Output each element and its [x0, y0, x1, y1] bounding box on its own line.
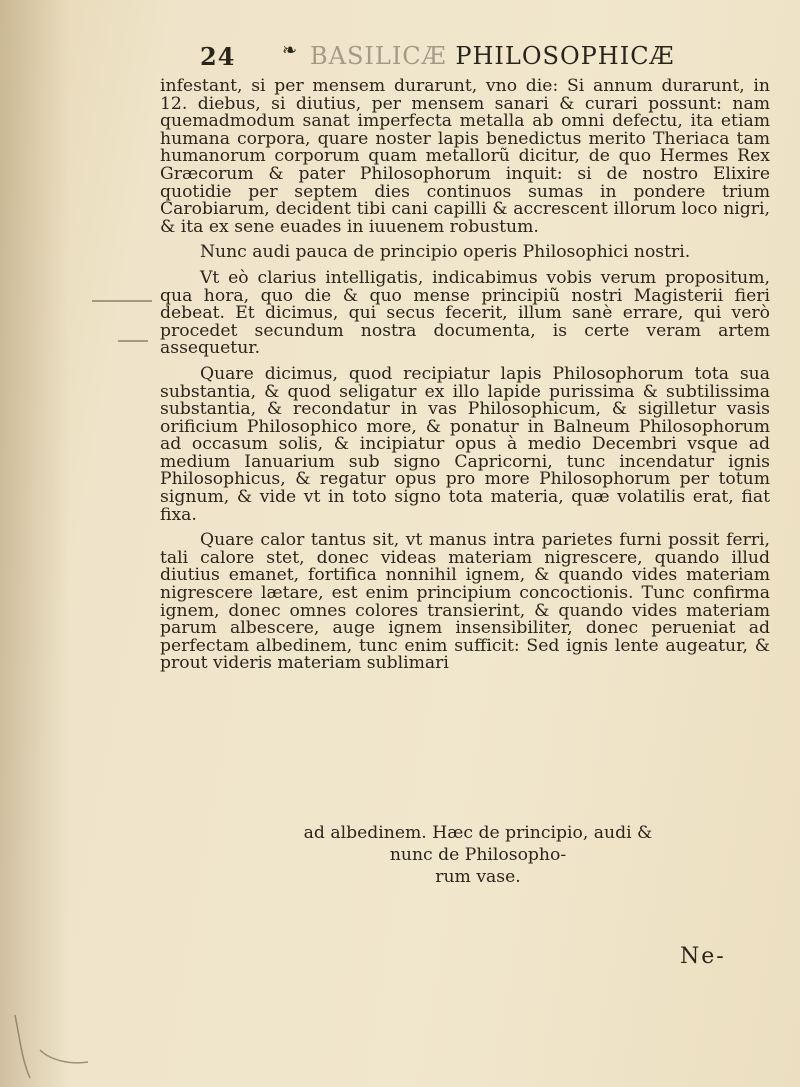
- paragraph: Quare calor tantus sit, vt manus intra parietes furni possit ferri, tali calore stet, donec videas materiam nigrescere, quando illud diutius emanet, fortifica nonnihil ignem, & quando vides materiam nigrescere lætare, est enim principium concoctionis. Tunc confirma ignem, donec omnes colores transierint, & quando vides materiam parum albescere, auge ignem insensibiliter, donec perueniat ad perfectam albedinem, tunc enim sufficit: Sed ignis lente augeatur, & prout videris materiam sublimari: [160, 530, 770, 674]
- margin-mark: [92, 300, 152, 302]
- ornament-icon: ❧: [282, 40, 299, 61]
- main-text: [160, 78, 770, 681]
- closing-line: ad albedinem. Hæc de principio, audi &: [303, 823, 653, 843]
- paragraph: Quare dicimus, quod recipiatur lapis Philosophorum tota sua substantia, & quod seligatur ex illo lapide purissima & subtilissima substantia, & recondatur in vas Philosophicum, & sigilletur vasis orificium Philosophico more, & ponatur in Balneum Philosophorum ad occasum solis, & incipiatur opus à medio Decembri vsque ad medium Ianuarium sub signo Capricorni, tunc incendatur ignis Philosophicus, & regatur opus pro more Philosophorum per totum signum, & vide vt in toto signo tota materia, quæ volatilis erat, fiat fixa.: [160, 363, 770, 525]
- binding-shadow: [0, 0, 70, 1087]
- running-title-prefix: BASILICÆ: [310, 42, 447, 70]
- closing-line: nunc de Philosopho-: [389, 845, 567, 865]
- paragraph: Nunc audi pauca de principio operis Philosophici nostri.: [200, 242, 691, 263]
- pen-stroke-icon: [10, 1010, 90, 1080]
- running-title-main: PHILOSOPHICÆ: [455, 42, 675, 70]
- catchword: Ne-: [680, 944, 726, 969]
- running-title: [310, 42, 675, 70]
- paragraph: Vt eò clarius intelligatis, indicabimus vobis verum propositum, qua hora, quo die & quo mense principiũ nostri Magisterii fieri debeat. Et dicimus, qui secus fecerit, illum sanè errare, qui verò procedet secundum nostra documenta, is certe veram artem assequetur.: [160, 267, 770, 359]
- running-header: [200, 38, 760, 78]
- paragraph: infestant, si per mensem durarunt, vno die: Si annum durarunt, in 12. diebus, si diutius, per mensem sanari & curari possunt: nam quemadmodum sanat imperfecta metalla ab omni defectu, ita etiam humana corpora, quare noster lapis benedictus merito Theriaca tam humanorum corporum quam metallorũ dicitur, de quo Hermes Rex Græcorum & pater Philosophorum inquit: si de nostro Elixire quotidie per septem dies continuos sumas in pondere trium Carobiarum, decident tibi cani capilli & accrescent illorum loco nigri, & ita ex sene euades in iuuenem robustum.: [160, 76, 770, 237]
- page-number: 24: [200, 42, 236, 71]
- margin-mark: [118, 340, 148, 342]
- closing-line: rum vase.: [435, 867, 521, 887]
